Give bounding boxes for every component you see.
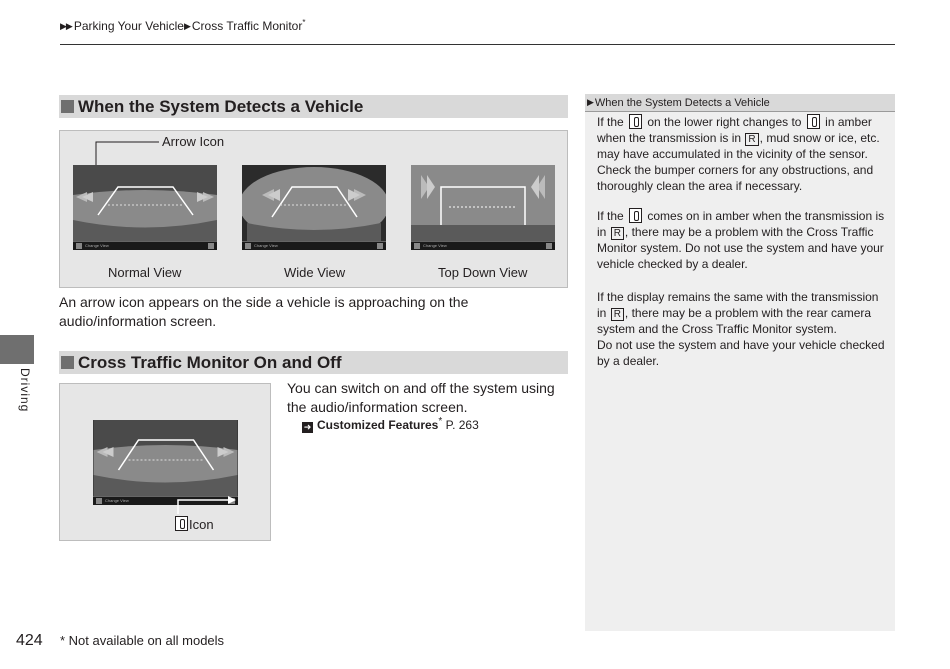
note-marker-icon: ▶: [587, 97, 594, 107]
section-title: When the System Detects a Vehicle: [78, 96, 364, 116]
note-paragraph-3-warning: Do not use the system and have your vehicle checked by a dealer.: [597, 338, 885, 368]
ctm-sensor-off-icon: [807, 114, 820, 129]
ctm-icon: [377, 243, 383, 249]
breadcrumb-part2[interactable]: Cross Traffic Monitor: [191, 19, 303, 33]
square-bullet-icon: [61, 100, 74, 113]
note-heading: [585, 94, 895, 111]
wide-view-caption: Wide View: [284, 265, 346, 280]
top-down-view-caption: Top Down View: [438, 265, 528, 280]
gear-r-icon: R: [745, 133, 758, 146]
icon-callout-label: Icon: [189, 517, 214, 532]
square-bullet-icon: [61, 356, 74, 369]
ctm-icon: [546, 243, 552, 249]
normal-view-image: [73, 165, 217, 250]
status-bar: [411, 241, 555, 250]
section-title: Cross Traffic Monitor On and Off: [78, 352, 342, 372]
xref-page[interactable]: P. 263: [445, 418, 479, 432]
section2-body: You can switch on and off the system using the audio/information screen.: [287, 380, 555, 415]
status-bar: [73, 241, 217, 250]
breadcrumb-asterisk: *: [302, 18, 306, 27]
cross-reference[interactable]: [302, 416, 479, 433]
chapter-label: Driving: [18, 368, 32, 413]
wide-view-screen: [242, 165, 386, 250]
xref-asterisk: *: [438, 416, 443, 427]
top-down-view-image: [411, 165, 555, 250]
note-rule: [585, 111, 895, 112]
camera-views-figure: [59, 130, 568, 288]
chapter-tab[interactable]: [0, 335, 34, 364]
status-bar: [242, 241, 386, 250]
double-arrow-icon: ▶▶: [60, 21, 72, 31]
note-paragraph-1: If the on the lower right changes to in amber when the transmission is in R , mud snow or ice, etc. may have accumulated in the vicinity of the sensor. Check the bumper corners for any obstructions, and thoroughly clean the area if necessary.: [597, 115, 880, 193]
footnote: * Not available on all models: [60, 633, 225, 648]
ctm-sensor-icon: [629, 114, 642, 129]
change-view-label: Change View: [254, 243, 278, 248]
change-view-label: Change View: [105, 498, 129, 503]
xref-label[interactable]: Customized Features: [317, 418, 439, 432]
normal-view-screen: [73, 165, 217, 250]
sensor-icon: [414, 243, 420, 249]
change-view-label: Change View: [85, 243, 109, 248]
reference-arrow-icon: ➜: [303, 422, 312, 432]
header-rule: [60, 44, 895, 45]
normal-view-caption: Normal View: [108, 265, 182, 280]
arrow-icon: ▶: [183, 21, 190, 31]
on-off-figure: [59, 383, 271, 541]
note-paragraph-2: If the comes on in amber when the transmission is in R , there may be a problem with the Cross Traffic Monitor system. Do not use the system and have your vehicle checked by a dealer.: [597, 209, 885, 271]
ctm-sensor-icon: [175, 516, 188, 531]
section-heading-on-off: [59, 351, 568, 374]
ctm-icon: [208, 243, 214, 249]
sensor-icon: [76, 243, 82, 249]
section-heading-detects-vehicle: [59, 95, 568, 118]
sensor-icon: [245, 243, 251, 249]
note-paragraph-3: If the display remains the same with the transmission in R , there may be a problem with the rear camera system and the Cross Traffic Monitor system. Do not use the system and have your vehicle checked by a dealer.: [597, 289, 889, 369]
ctm-warning-icon: [629, 208, 642, 223]
page-number: 424: [16, 632, 43, 649]
section1-body: An arrow icon appears on the side a vehicle is approaching on the audio/information screen.: [59, 294, 469, 329]
breadcrumb-part1[interactable]: Parking Your Vehicle: [73, 19, 184, 33]
icon-callout-line: [60, 384, 272, 542]
breadcrumb: [60, 18, 305, 33]
arrow-icon-callout-label: Arrow Icon: [162, 134, 225, 149]
note-title: When the System Detects a Vehicle: [594, 96, 770, 109]
change-view-label: Change View: [423, 243, 447, 248]
top-down-view-screen: [411, 165, 555, 250]
gear-r-icon: R: [611, 308, 624, 321]
gear-r-icon: R: [611, 227, 624, 240]
note-panel: [585, 94, 895, 631]
wide-view-image: [242, 165, 386, 250]
